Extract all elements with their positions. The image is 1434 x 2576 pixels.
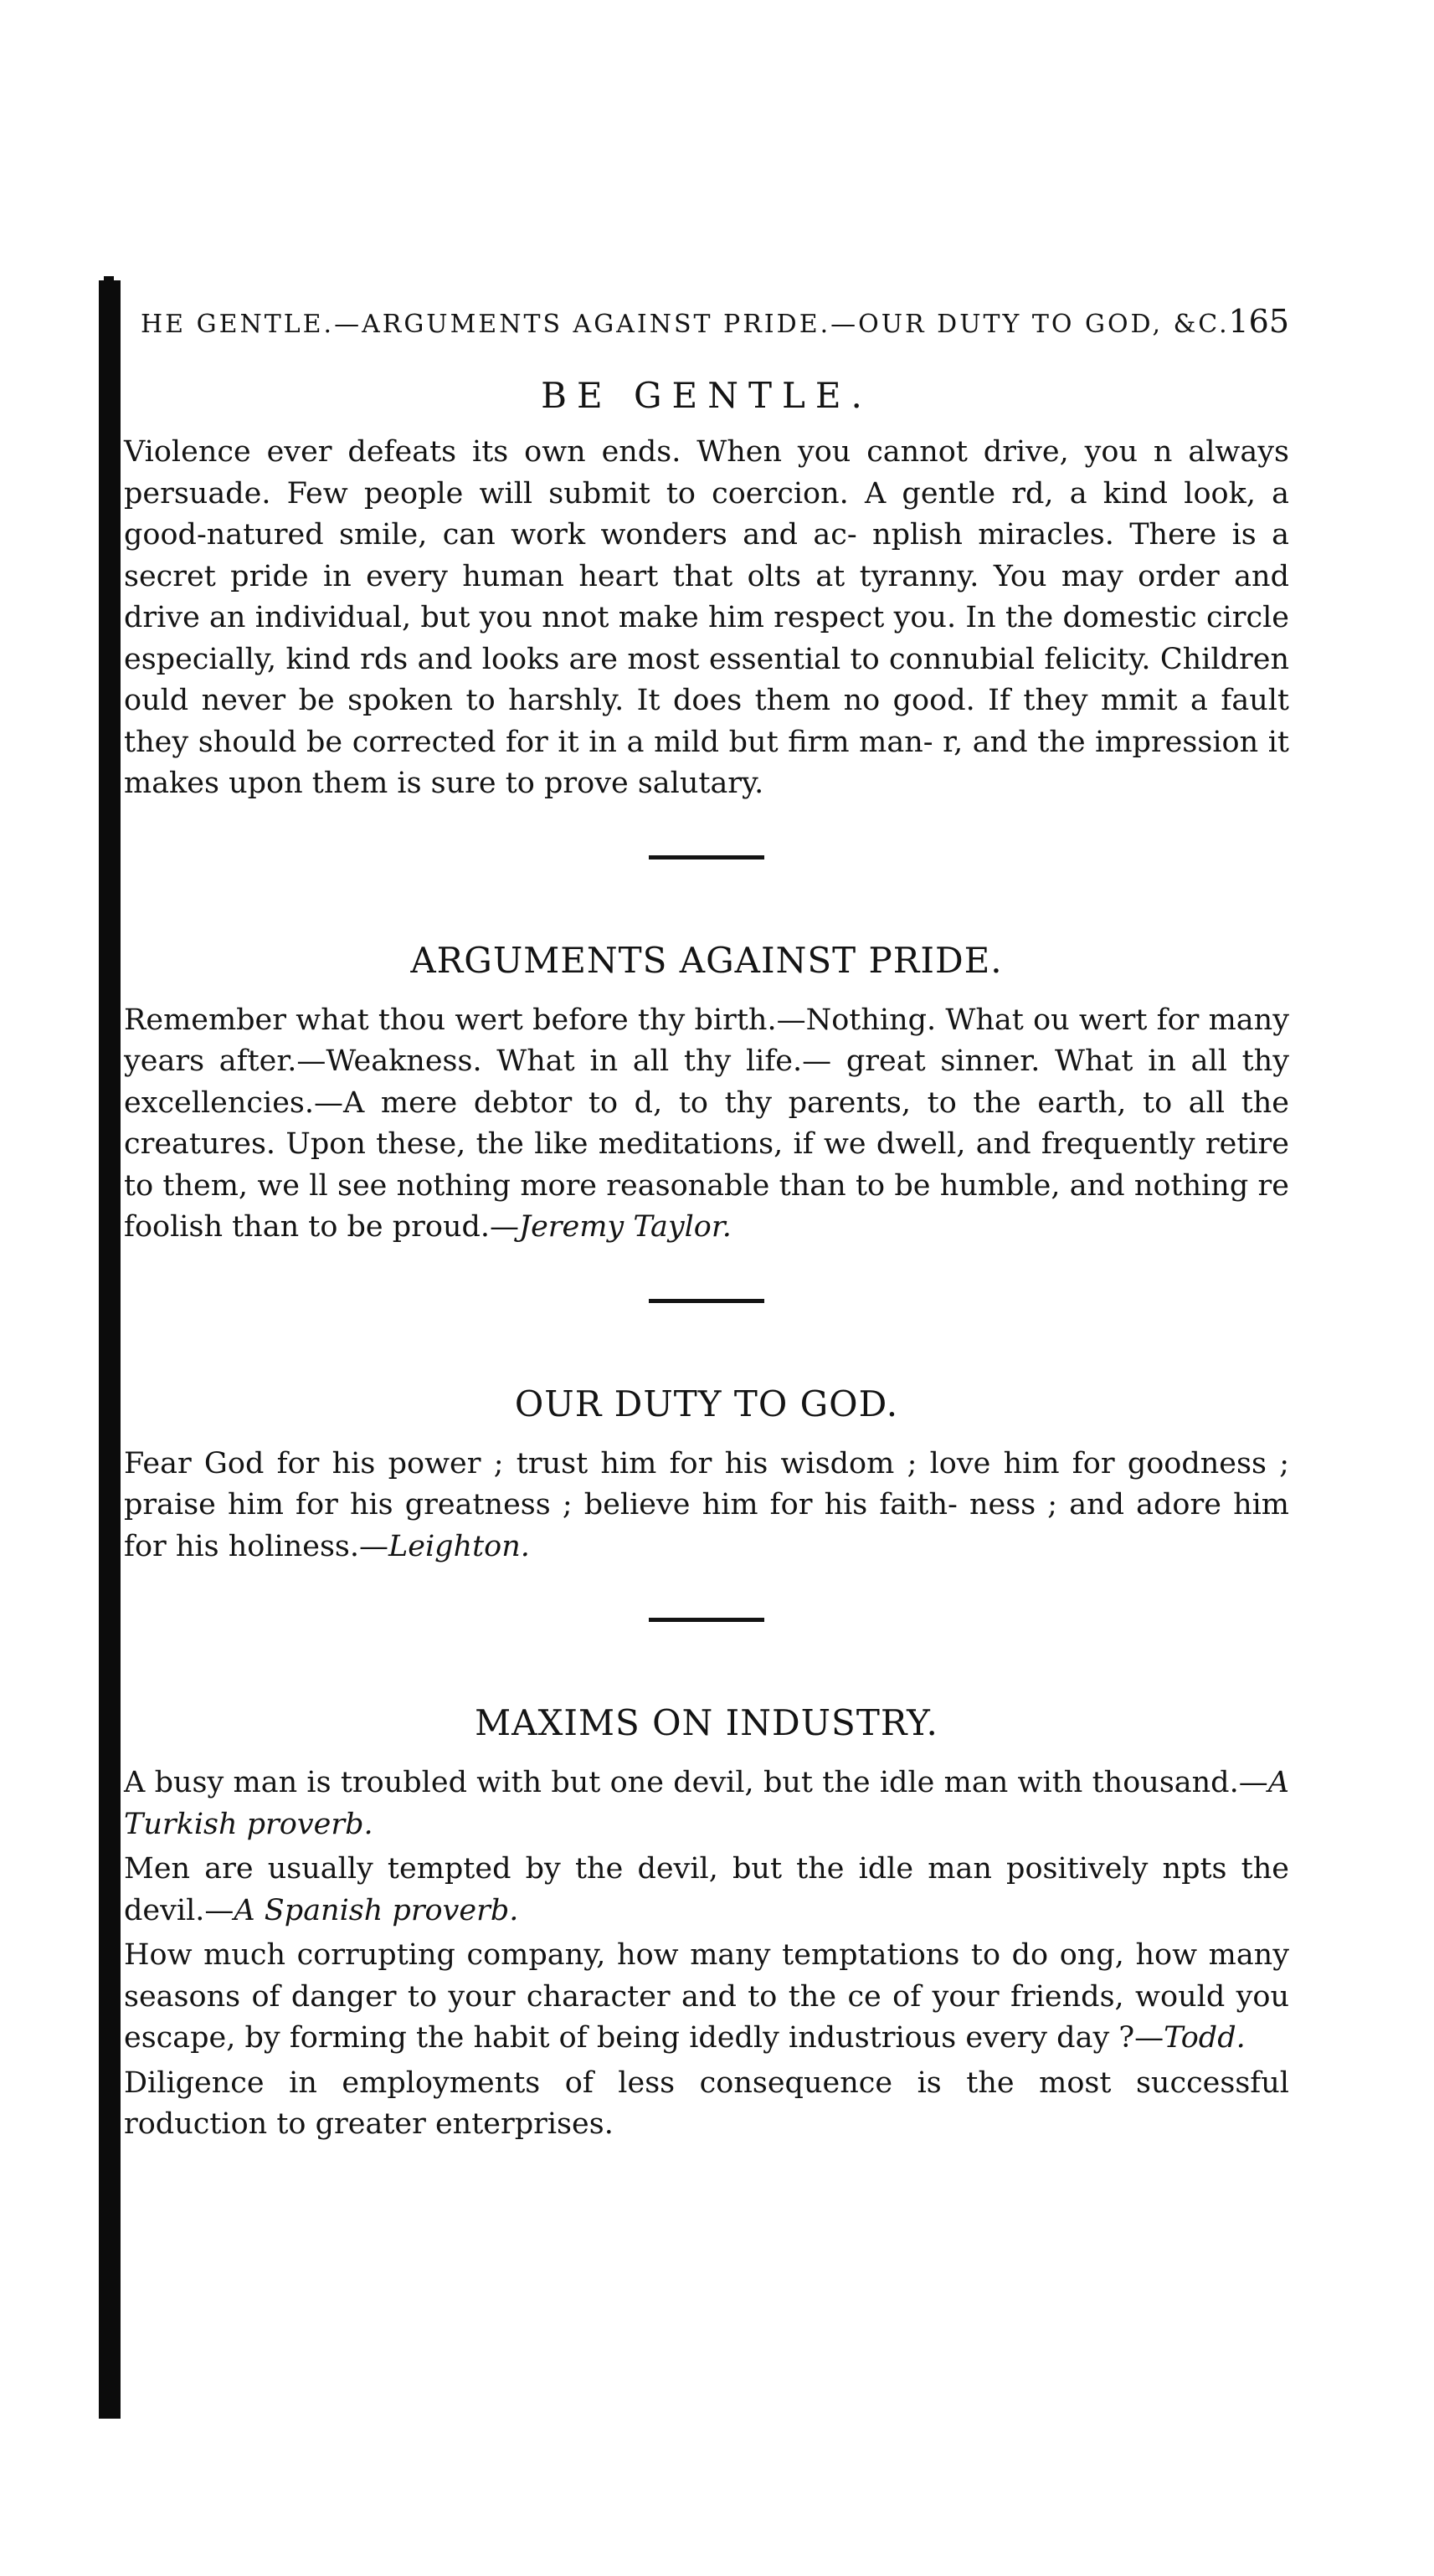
section-title: BE GENTLE. [541,375,872,416]
running-head [124,285,1289,343]
paragraph [124,2063,1289,2146]
attribution: Todd. [1164,2021,1246,2055]
page-number: 165 [1228,303,1289,340]
running-head-text: HE GENTLE.—ARGUMENTS AGAINST PRIDE.—OUR DUTY TO GOD, &C. [141,310,1230,339]
section-be-gentle [124,375,1289,805]
paragraph [124,1000,1289,1249]
binding-edge [99,280,121,2419]
section-divider [649,1299,764,1303]
section-title: OUR DUTY TO GOD. [514,1383,899,1424]
paragraph-text: A busy man is troubled with but one devil, but the idle man with thousand.— [124,1766,1268,1799]
attribution: Jeremy Taylor. [519,1210,732,1244]
attribution: A Spanish proverb. [234,1893,519,1927]
paragraph-text: Diligence in employments of less consequence is the most successful roduction to greater enterprises. [124,2065,1289,2141]
section-divider [649,1618,764,1622]
paragraph [124,1444,1289,1568]
paragraph [124,1849,1289,1932]
section-title: ARGUMENTS AGAINST PRIDE. [410,939,1003,981]
section-arguments-against-pride [124,939,1289,1249]
section-maxims-on-industry [124,1702,1289,2146]
paragraph-text: Men are usually tempted by the devil, but the idle man positively npts the devil.— [124,1852,1289,1927]
section-our-duty-to-god [124,1383,1289,1568]
paragraph [124,432,1289,805]
paragraph [124,1763,1289,1845]
paragraph-text: Fear God for his power ; trust him for his wisdom ; love him for goodness ; praise him for his greatness ; believe him for his faith- ness ; and adore him for his holiness.— [124,1446,1289,1563]
attribution: Leighton. [388,1529,530,1563]
section-divider [649,855,764,860]
attribution: A Turkish proverb. [124,1766,1289,1841]
paragraph-text: Violence ever defeats its own ends. When you cannot drive, you n always persuade. Few people will submit to coercion. A gentle rd, a kind look, a good-natured smile, can work wonders and ac- nplish miracles. There is a secret pride in every human heart that olts at tyranny. You may order and drive an individual, but you nnot make him respect you. In the domestic circle especially, kind rds and looks are most essential to connubial felicity. Children ould never be spoken to harshly. It does them no good. If they mmit a fault they should be corrected for it in a mild but firm man- r, and the impression it makes upon them is sure to prove salutary. [124,435,1289,800]
book-page [124,285,1289,2149]
section-title: MAXIMS ON INDUSTRY. [475,1702,938,1743]
paragraph [124,1935,1289,2060]
paragraph-text: Remember what thou wert before thy birth.—Nothing. What ou wert for many years after.—Weakness. What in all thy life.— great sinner. What in all thy excellencies.—A mere debtor to d, to thy parents, to the earth, to all the creatures. Upon these, the like meditations, if we dwell, and frequently retire to them, we ll see nothing more reasonable than to be humble, and nothing re foolish than to be proud.— [124,1003,1289,1244]
paragraph-text: How much corrupting company, how many temptations to do ong, how many seasons of danger to your character and to the ce of your friends, would you escape, by forming the habit of being idedly industrious every day ?— [124,1938,1289,2055]
